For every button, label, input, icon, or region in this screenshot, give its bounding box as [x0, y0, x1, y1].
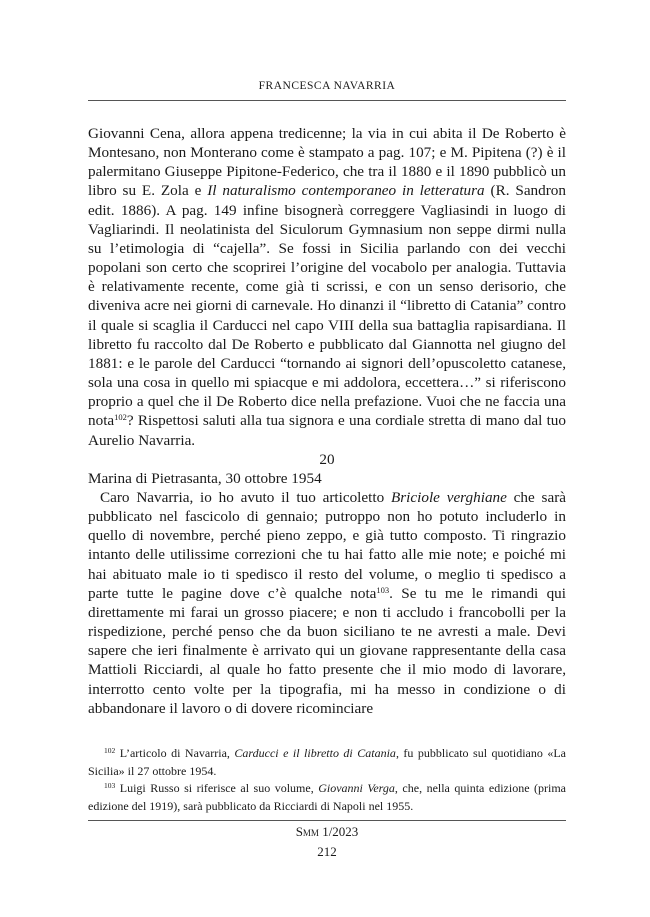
header-rule [88, 100, 566, 101]
running-head: FRANCESCA NAVARRIA [258, 80, 396, 92]
journal-issue [88, 824, 566, 840]
text-run: ? Rispettosi saluti alla tua signora e una cordiale stretta di mano dal tuo Aurelio Navarria. [88, 412, 566, 449]
letter-20-paragraph [88, 488, 566, 718]
letter-19-paragraph [88, 124, 566, 450]
footnote-number: 103 [104, 781, 116, 790]
letter-number: 20 [319, 450, 335, 468]
main-text [88, 124, 566, 718]
footnote-103 [88, 780, 566, 815]
footnote-ref-102: 102 [114, 412, 127, 423]
footer-rule [88, 820, 566, 821]
footnote-text: L’articolo di Navarria, [119, 746, 235, 760]
italic-title: Il naturalismo contemporaneo in letteratura [207, 182, 485, 200]
text-run: che sarà pubblicato nel fascicolo di gennaio; putroppo non ho potuto includerlo in quello di novembre, perché pieno zeppo, e già tutto composto. Ti ringrazio intanto delle utilissime correzioni che tu hai fatto alle mie note; e poiché mi hai abituato male io ti spedisco il resto del volume, o meglio ti spedisco a parte tutte le pagine dove c’è qualche nota [88, 488, 566, 602]
footnote-text: , fu pubblicato sul quotidiano «La Sicilia» il 27 ottobre 1954. [88, 746, 567, 778]
text-run: Giovanni Cena, allora appena tredicenne; la via in cui abita il De Roberto è Montesano, non Monterano come è stampato a pag. 107; e M. Pipitena (?) è il palermitano Giuseppe Pipitone-Federico, che tra il 1880 e il 1890 pubblicò un libro su E. Zola e [88, 125, 566, 200]
text-run: Caro Navarria, io ho avuto il tuo articoletto [100, 488, 391, 506]
issue-number: 1/2023 [318, 824, 359, 839]
page-number: 212 [317, 844, 337, 859]
footnote-italic: Giovanni Verga [318, 781, 395, 795]
footnote-text: , che, nella quinta edizione (prima edizione del 1919), sarà pubblicato da Ricciardi di Napoli nel 1955. [88, 781, 566, 813]
footnote-number: 102 [104, 746, 116, 755]
footnote-102 [88, 745, 566, 780]
text-run: . Se tu me le rimandi qui direttamente mi farai un grosso piacere; e non ti accludo i francobolli per la rispedizione, perché penso che da buon siciliano te ne avresti a male. Devi sapere che ieri finalmente è arrivato qui un giovane rappresentante della casa Mattioli Ricciardi, al quale ho fatto presente che il mio modo di lavorare, interrotto cento volte per la tipografia, mi ha messo in condizione o di abbandonare il lavoro o di dovere ricominciare [88, 584, 566, 717]
footnote-italic: Carducci e il libretto di Catania [234, 746, 396, 760]
letter-place-date: Marina di Pietrasanta, 30 ottobre 1954 [88, 469, 322, 487]
footnote-ref-103: 103 [376, 584, 390, 595]
footnotes [88, 745, 566, 815]
text-run: (R. Sandron edit. 1886). A pag. 149 infine bisognerà correggere Vagliasindi in luogo di Vagliarindi. Il neolatinista del Siculorum Gymnasium non seppe dirmi nulla su l’etimologia di “cajella”. Se fossi in Sicilia parlando con dei vecchi popolani son certo che scoprirei l’origine del vocabolo per analogia. Tuttavia è relativamente recente, come già ti scrissi, e con un senso derisorio, che diveniva acre nei giorni di carnevale. Ho dinanzi il “libretto di Catania” contro il quale si scaglia il Carducci nel capo VIII della sua battaglia rapisardiana. Il libretto fu raccolto dal De Roberto e pubblicato dal Giannotta nel giugno del 1881: e le parole del Carducci “tornando ai signori dell’opuscoletto catanese, sola una cosa in quello mi spiacque e mi addolora, eccettera…” si riferiscono proprio a quel che il De Roberto dice nella prefazione. Vuoi che ne faccia una nota [88, 182, 566, 430]
footnote-text: Luigi Russo si riferisce al suo volume, [119, 781, 319, 795]
italic-title: Briciole verghiane [390, 488, 507, 506]
journal-name: Smm [295, 824, 319, 839]
